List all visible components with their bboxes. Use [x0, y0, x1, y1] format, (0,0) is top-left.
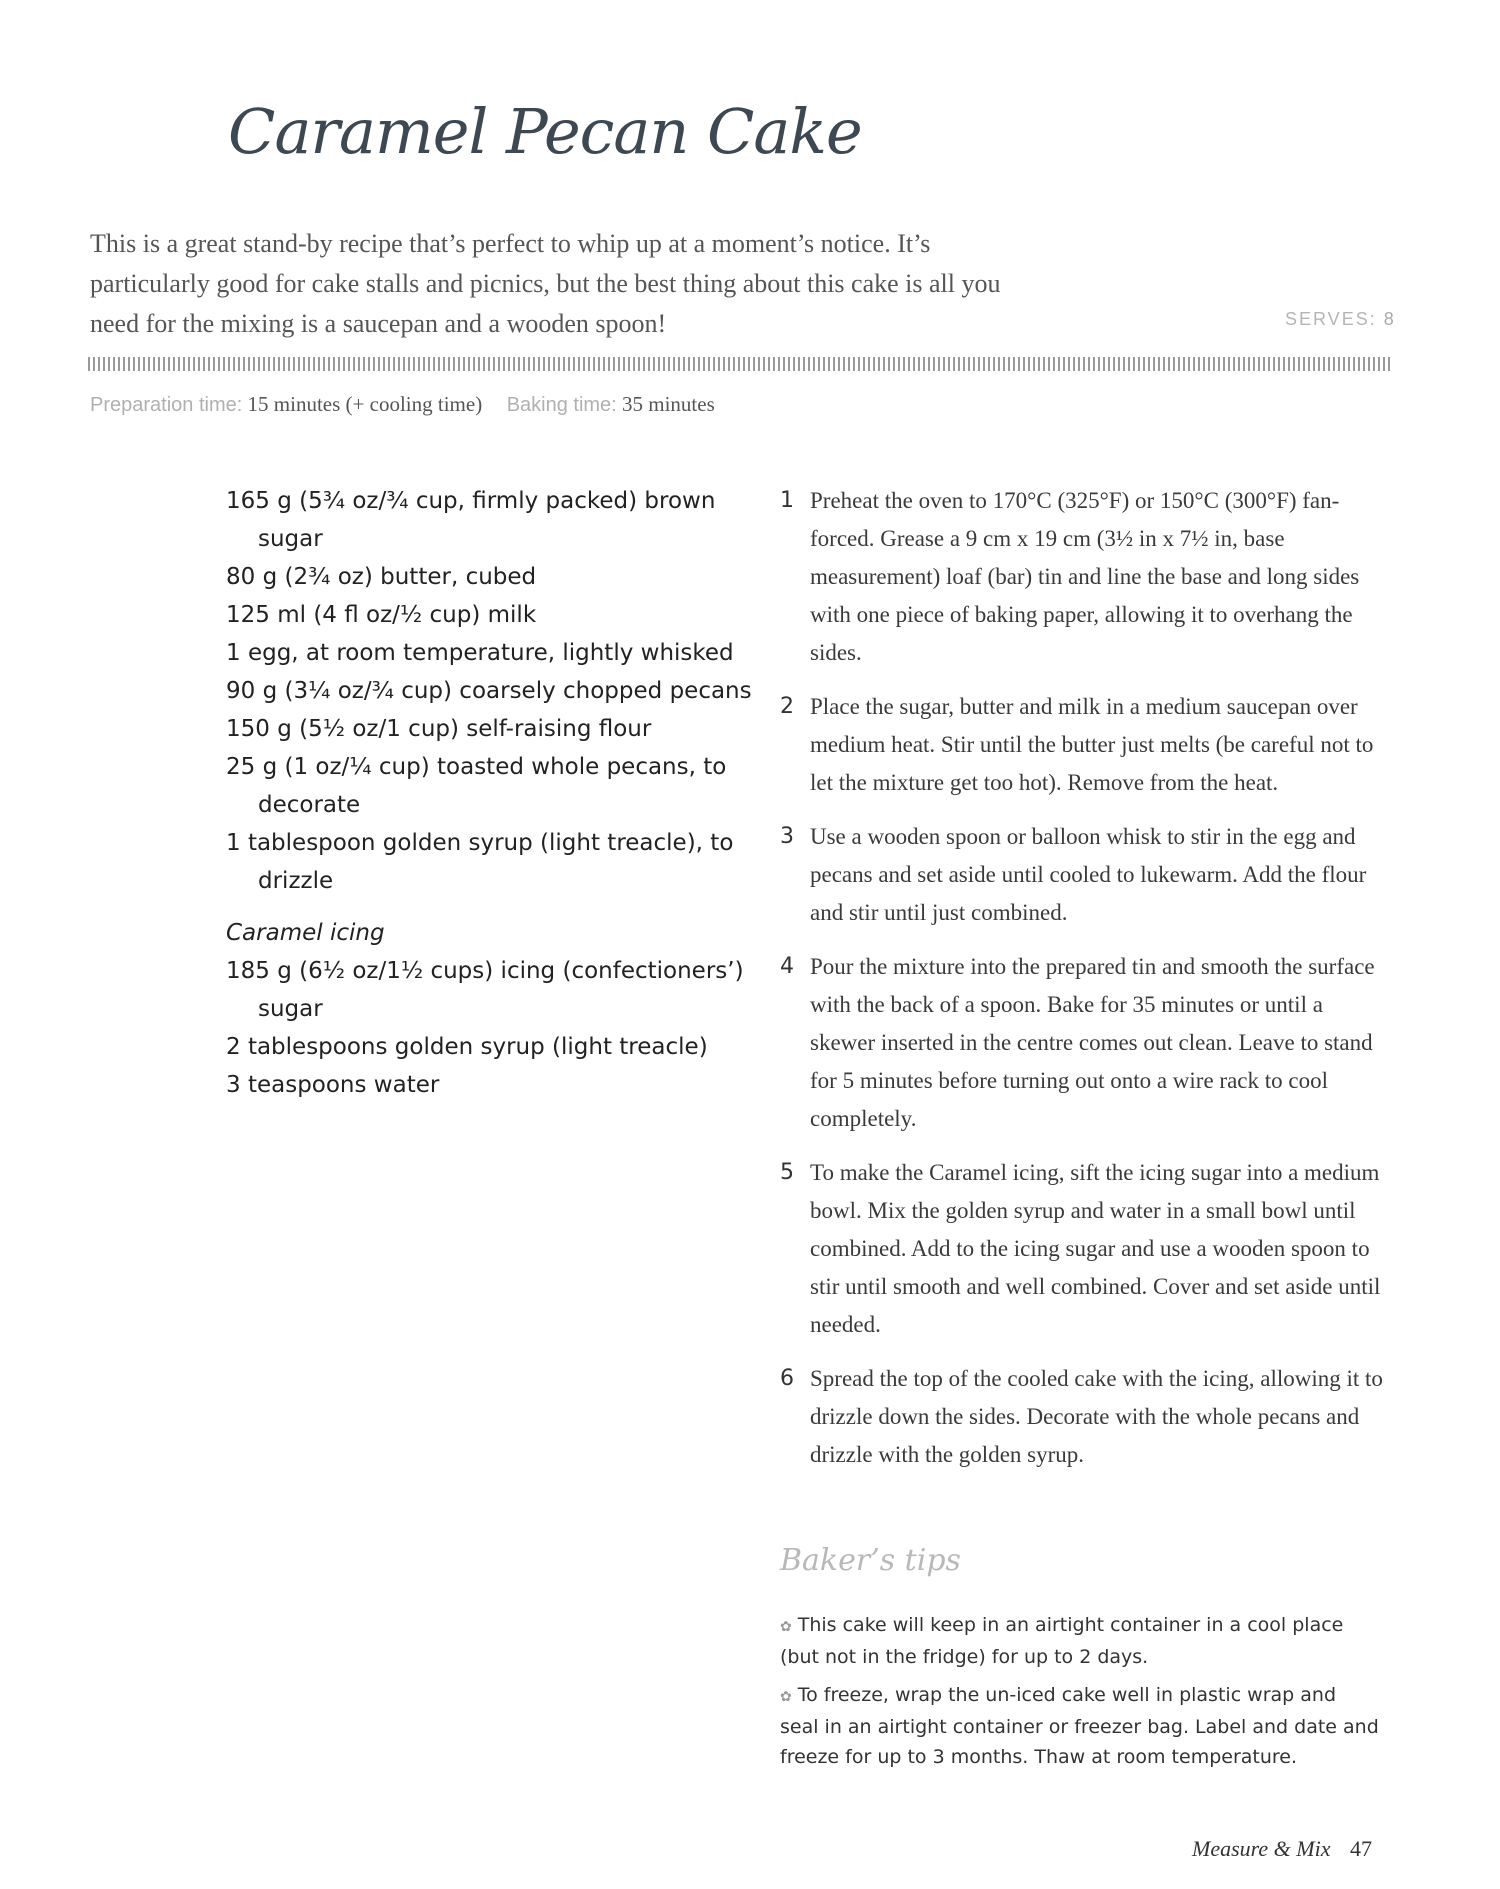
ingredient-item: 1 tablespoon golden syrup (light treacle), to drizzle [226, 830, 734, 894]
decorative-divider [88, 357, 1390, 371]
method-step [780, 688, 1390, 802]
page-footer [1192, 1836, 1372, 1862]
step-text: Place the sugar, butter and milk in a medium saucepan over medium heat. Stir until the butter just melts (be careful not to let the mixture get too hot). Remove from the heat. [810, 694, 1374, 795]
method-step [780, 948, 1390, 1138]
flower-bullet-icon: ✿ [780, 1619, 792, 1635]
step-number: 6 [780, 1366, 794, 1391]
method-step [780, 1360, 1390, 1474]
prep-time-label: Preparation time: [90, 394, 243, 416]
serves-label: SERVES: [1285, 309, 1377, 329]
tip-text: This cake will keep in an airtight container in a cool place (but not in the fridge) for up to 2 days. [780, 1614, 1344, 1668]
method-steps [780, 482, 1390, 1490]
icing-subheading: Caramel icing [226, 920, 385, 946]
icing-ingredient-item: 2 tablespoons golden syrup (light treacle) [226, 1034, 708, 1060]
method-step [780, 482, 1390, 672]
step-number: 4 [780, 954, 794, 979]
ingredient-item: 1 egg, at room temperature, lightly whisked [226, 640, 734, 666]
bake-time-value: 35 minutes [622, 392, 715, 416]
icing-ingredient-item: 3 teaspoons water [226, 1072, 440, 1098]
tip-item [780, 1680, 1380, 1772]
page-title: Caramel Pecan Cake [228, 95, 862, 168]
tip-text: To freeze, wrap the un-iced cake well in plastic wrap and seal in an airtight container or freezer bag. Label and date and freeze for up to 3 months. Thaw at room temperature. [780, 1684, 1379, 1768]
tips-heading: Baker’s tips [780, 1543, 961, 1578]
serves-info [1285, 309, 1396, 330]
ingredient-item: 150 g (5½ oz/1 cup) self-raising flour [226, 716, 652, 742]
step-text: Spread the top of the cooled cake with the icing, allowing it to drizzle down the sides. Decorate with the whole pecans and drizzle with the golden syrup. [810, 1366, 1383, 1467]
ingredient-item: 25 g (1 oz/¼ cup) toasted whole pecans, to decorate [226, 754, 727, 818]
tip-item [780, 1610, 1380, 1672]
bake-time-label: Baking time: [506, 394, 617, 416]
page-number: 47 [1349, 1836, 1372, 1861]
step-number: 5 [780, 1160, 794, 1185]
intro-paragraph: This is a great stand-by recipe that’s perfect to whip up at a moment’s notice. It’s particularly good for cake stalls and picnics, but the best thing about this cake is all you need for the mixing is a saucepan and a wooden spoon! [90, 229, 1001, 338]
method-step [780, 818, 1390, 932]
step-text: To make the Caramel icing, sift the icing sugar into a medium bowl. Mix the golden syrup and water in a small bowl until combined. Add to the icing sugar and use a wooden spoon to stir until smooth and well combined. Cover and set aside until needed. [810, 1160, 1381, 1337]
ingredient-item: 165 g (5¾ oz/¾ cup, firmly packed) brown sugar [226, 488, 716, 552]
step-number: 3 [780, 824, 794, 849]
flower-bullet-icon: ✿ [780, 1689, 792, 1705]
prep-time-value: 15 minutes (+ cooling time) [247, 392, 483, 416]
ingredient-item: 90 g (3¼ oz/¾ cup) coarsely chopped pecans [226, 678, 752, 704]
step-number: 1 [780, 488, 794, 513]
footer-section-name: Measure & Mix [1192, 1836, 1331, 1861]
icing-ingredient-item: 185 g (6½ oz/1½ cups) icing (confectioners’) sugar [226, 958, 744, 1022]
ingredients-list [226, 482, 766, 1104]
serves-value: 8 [1383, 309, 1396, 329]
method-step [780, 1154, 1390, 1344]
step-text: Preheat the oven to 170°C (325°F) or 150°C (300°F) fan-forced. Grease a 9 cm x 19 cm (3½ in x 7½ in, base measurement) loaf (bar) tin and line the base and long sides with one piece of baking paper, allowing it to overhang the sides. [810, 488, 1360, 665]
step-text: Pour the mixture into the prepared tin and smooth the surface with the back of a spoon. Bake for 35 minutes or until a skewer inserted in the centre comes out clean. Leave to stand for 5 minutes before turning out onto a wire rack to cool completely. [810, 954, 1375, 1131]
time-info [90, 392, 715, 417]
tips-list [780, 1610, 1380, 1780]
step-text: Use a wooden spoon or balloon whisk to stir in the egg and pecans and set aside until cooled to lukewarm. Add the flour and stir until just combined. [810, 824, 1367, 925]
step-number: 2 [780, 694, 794, 719]
ingredient-item: 125 ml (4 fl oz/½ cup) milk [226, 602, 537, 628]
ingredient-item: 80 g (2¾ oz) butter, cubed [226, 564, 537, 590]
